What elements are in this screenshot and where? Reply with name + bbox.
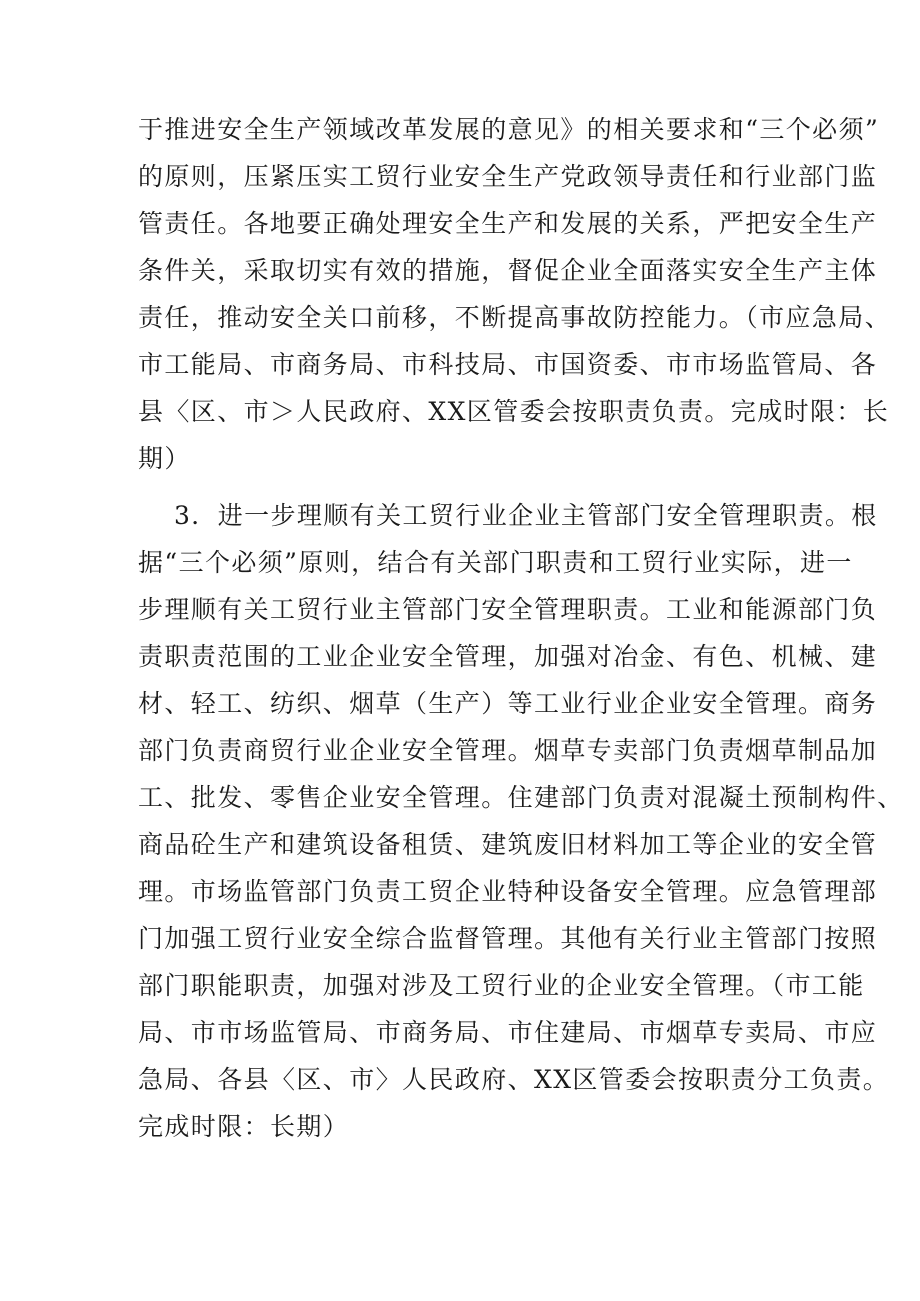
paragraph-line-first: 3．进一步理顺有关工贸行业企业主管部门安全管理职责。根: [174, 501, 878, 530]
paragraph-line: 完成时限：长期）: [138, 1112, 350, 1141]
paragraph-line: 于推进安全生产领域改革发展的意见》的相关要求和“三个必须”: [138, 115, 880, 144]
paragraph-line: 期）: [138, 444, 191, 473]
paragraph-responsibility-principles: [138, 106, 892, 482]
paragraph-line: 局、市市场监管局、市商务局、市住建局、市烟草专卖局、市应: [138, 1018, 878, 1047]
paragraph-line: 工、批发、零售企业安全管理。住建部门负责对混凝土预制构件、: [138, 783, 904, 812]
paragraph-line: 急局、各县〈区、市〉人民政府、XX区管委会按职责分工负责。: [138, 1065, 890, 1094]
paragraph-line: 步理顺有关工贸行业主管部门安全管理职责。工业和能源部门负: [138, 595, 878, 624]
paragraph-line: 门加强工贸行业安全综合监督管理。其他有关行业主管部门按照: [138, 924, 878, 953]
paragraph-line: 理。市场监管部门负责工贸企业特种设备安全管理。应急管理部: [138, 877, 878, 906]
paragraph-item-3-management-duties: [138, 492, 904, 1150]
paragraph-line: 责任，推动安全关口前移，不断提高事故防控能力。（市应急局、: [138, 303, 892, 332]
paragraph-line: 条件关，采取切实有效的措施，督促企业全面落实安全生产主体: [138, 256, 878, 285]
paragraph-line: 县〈区、市＞人民政府、XX区管委会按职责负责。完成时限：长: [138, 397, 890, 426]
paragraph-line: 管责任。各地要正确处理安全生产和发展的关系，严把安全生产: [138, 209, 878, 238]
paragraph-line: 部门职能职责，加强对涉及工贸行业的企业安全管理。（市工能: [138, 971, 865, 1000]
paragraph-line: 据“三个必须”原则，结合有关部门职责和工贸行业实际，进一: [138, 548, 853, 577]
paragraph-line: 材、轻工、纺织、烟草（生产）等工业行业企业安全管理。商务: [138, 689, 878, 718]
paragraph-line: 责职责范围的工业企业安全管理，加强对冶金、有色、机械、建: [138, 642, 878, 671]
paragraph-line: 商品砼生产和建筑设备租赁、建筑废旧材料加工等企业的安全管: [138, 830, 878, 859]
paragraph-line: 市工能局、市商务局、市科技局、市国资委、市市场监管局、各: [138, 350, 878, 379]
paragraph-line: 部门负责商贸行业企业安全管理。烟草专卖部门负责烟草制品加: [138, 736, 878, 765]
paragraph-line: 的原则，压紧压实工贸行业安全生产党政领导责任和行业部门监: [138, 162, 878, 191]
